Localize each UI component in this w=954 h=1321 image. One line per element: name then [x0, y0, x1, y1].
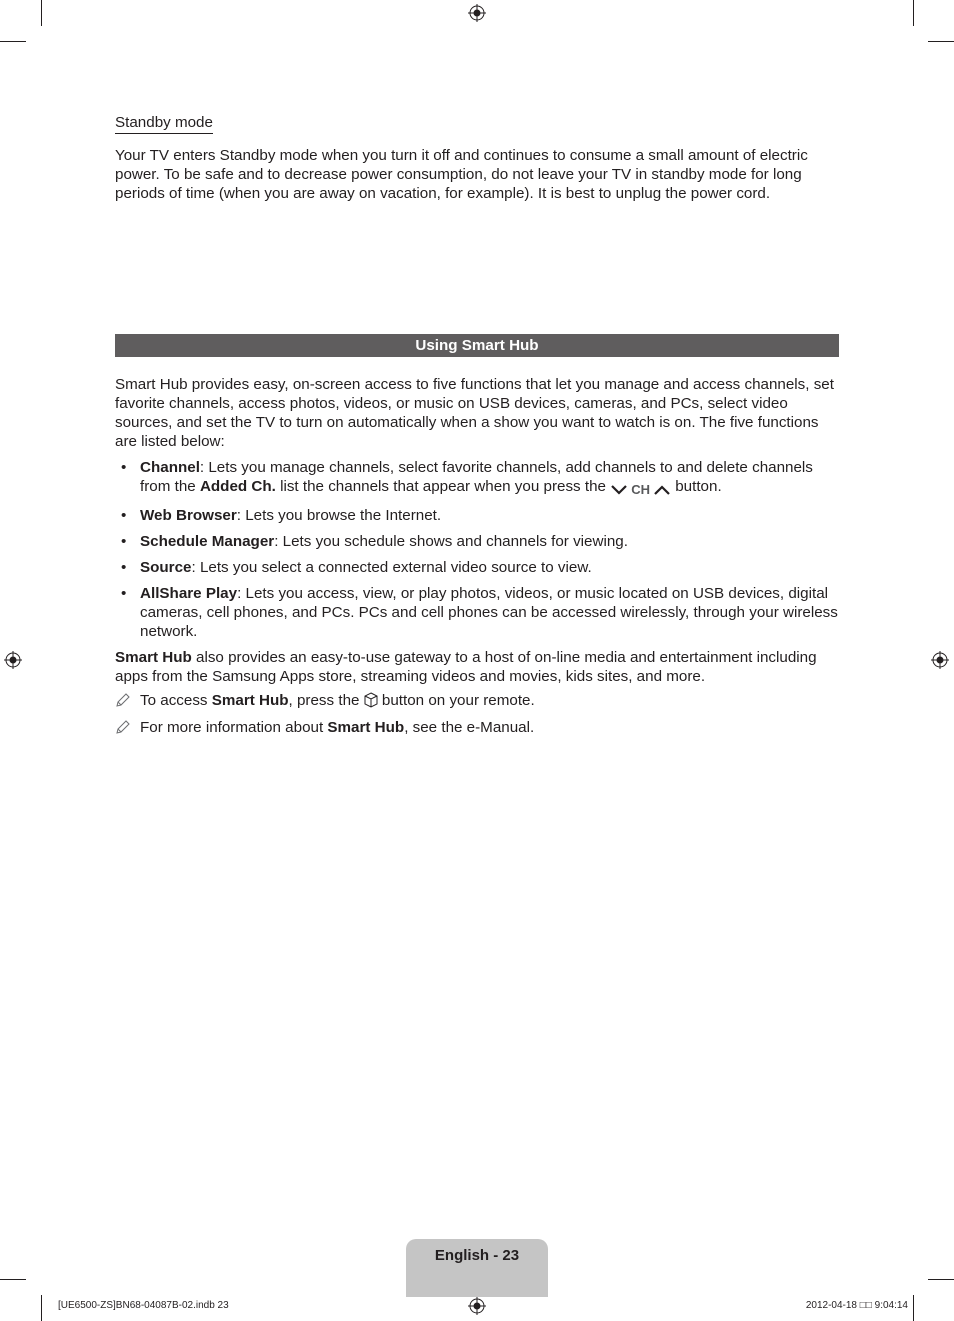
functions-list	[115, 458, 839, 641]
registration-mark-icon	[468, 1297, 486, 1315]
item-desc: : Lets you browse the Internet.	[236, 507, 442, 524]
note-text: To access	[140, 692, 212, 709]
crop-mark	[41, 1295, 42, 1321]
list-item	[115, 458, 839, 499]
list-item	[115, 506, 839, 525]
registration-mark-icon	[931, 651, 949, 669]
crop-mark	[0, 41, 26, 42]
channel-button-label: CH	[631, 482, 650, 497]
standby-heading: Standby mode	[115, 113, 213, 134]
smart-hub-outro	[115, 648, 839, 686]
item-term: Web Browser	[140, 507, 237, 524]
registration-mark-icon	[4, 651, 22, 669]
pencil-note-icon	[115, 719, 131, 735]
crop-mark	[913, 0, 914, 26]
smart-hub-section	[115, 375, 839, 737]
item-desc: list the channels that appear when you press the	[275, 478, 611, 495]
list-item	[115, 584, 839, 641]
crop-mark	[913, 1295, 914, 1321]
pencil-note-icon	[115, 692, 131, 708]
standby-section	[115, 146, 839, 203]
item-term: Source	[140, 559, 192, 576]
page-number: English - 23	[434, 1247, 520, 1264]
item-desc: button.	[671, 478, 722, 495]
crop-mark	[928, 41, 954, 42]
standby-body: Your TV enters Standby mode when you turn it off and continues to consume a small amount of electric power. To be safe and to decrease power consumption, do not leave your TV in standby mode for long periods of time (when you are away on vacation, for example). It is best to unplug the power cord.	[115, 147, 808, 202]
list-item	[115, 558, 839, 577]
note-item	[115, 718, 839, 737]
smart-hub-intro: Smart Hub provides easy, on-screen access to five functions that let you manage and access channels, set favorite channels, access photos, videos, or music on USB devices, cameras, and PCs, select video sources, and set the TV to turn on automatically when a show you want to watch is on. The five functions are listed below:	[115, 376, 834, 450]
item-desc: : Lets you manage channels, select favorite channels, add channels to and delete channels from the	[140, 459, 813, 495]
note-text: For more information about	[140, 719, 328, 736]
section-title-bar: Using Smart Hub	[115, 334, 839, 357]
note-item	[115, 691, 839, 710]
outro-text: also provides an easy-to-use gateway to a host of on-line media and entertainment including apps from the Samsung Apps store, streaming videos and movies, kids sites, and more.	[115, 649, 817, 685]
registration-mark-icon	[468, 4, 486, 22]
item-desc: : Lets you schedule shows and channels for viewing.	[274, 533, 628, 550]
crop-mark	[41, 0, 42, 26]
note-text: , see the e-Manual.	[404, 719, 535, 736]
list-item	[115, 532, 839, 551]
outro-term: Smart Hub	[115, 649, 192, 666]
note-term: Smart Hub	[327, 719, 405, 736]
item-term-secondary: Added Ch.	[199, 478, 276, 495]
item-term: Schedule Manager	[140, 533, 275, 550]
channel-button-icon	[610, 480, 671, 499]
item-term: Channel	[140, 459, 200, 476]
item-desc: : Lets you select a connected external video source to view.	[191, 559, 592, 576]
note-text: , press the	[288, 692, 364, 709]
note-text: button on your remote.	[377, 692, 535, 709]
smart-hub-button-icon	[364, 692, 378, 708]
crop-mark	[0, 1279, 26, 1280]
note-term: Smart Hub	[211, 692, 289, 709]
timestamp-slug: 2012-04-18 □□ 9:04:14	[805, 1300, 908, 1311]
file-slug: [UE6500-ZS]BN68-04087B-02.indb 23	[58, 1300, 229, 1311]
item-desc: : Lets you access, view, or play photos, videos, or music located on USB devices, digital cameras, cell phones, and PCs. PCs and cell phones can be accessed wirelessly, through your wireless network.	[140, 585, 838, 640]
crop-mark	[928, 1279, 954, 1280]
page-number-tab	[406, 1239, 548, 1297]
item-term: AllShare Play	[140, 585, 238, 602]
